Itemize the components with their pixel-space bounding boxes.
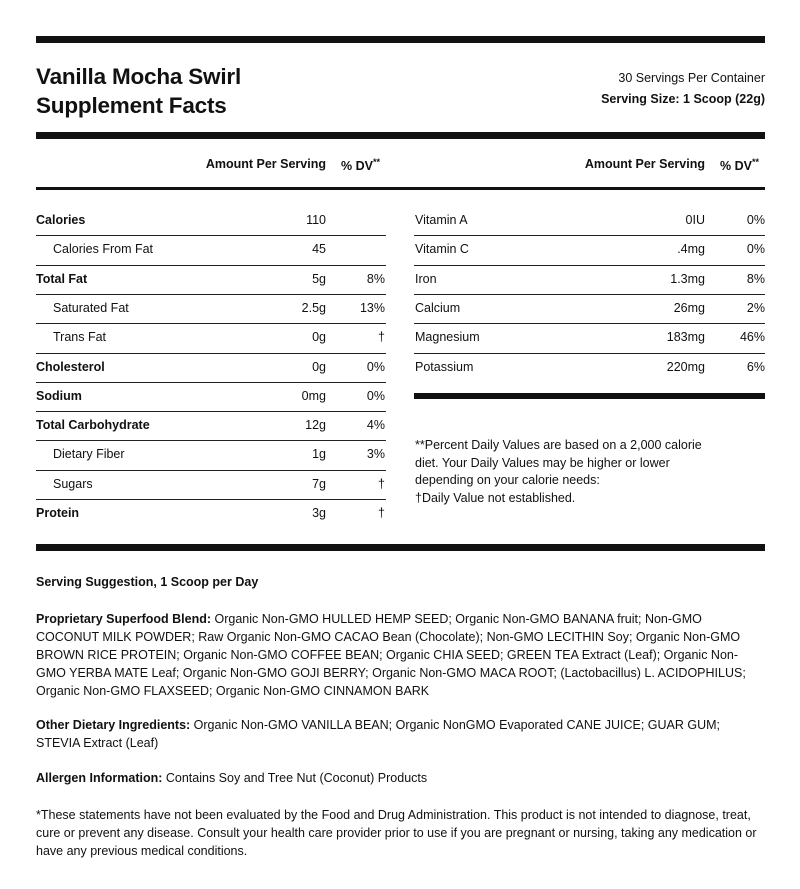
page-title [36, 62, 241, 120]
nutrient-amount: 7g [312, 476, 326, 491]
other-ingredients [36, 716, 766, 752]
row-divider [414, 294, 765, 295]
right-dv-header: % DV** [720, 157, 759, 174]
nutrient-dv: 13% [359, 300, 385, 315]
nutrient-name: Magnesium [415, 330, 480, 345]
blend-text: Organic Non-GMO HULLED HEMP SEED; Organic Non-GMO BANANA fruit; Non-GMO COCONUT MILK POWDER; Raw Organic Non-GMO CACAO Bean (Chocolate); Non-GMO LECITHIN Soy; Organic Non-GMO BROWN RICE PROTEIN; Organic Non-GMO COFFEE BEAN; Organic CHIA SEED; GREEN TEA Extract (Leaf); Organic Non-GMO YERBA MATE Leaf; Organic Non-GMO GOJI BERRY; Organic Non-GMO MACA ROOT; (Lactobacillus) L. ACIDOPHILUS; Organic Non-GMO FLAXSEED; Organic Non-GMO CINNAMON BARK [36, 612, 746, 698]
nutrient-name: Sugars [53, 476, 93, 491]
servings-per-container: 30 Servings Per Container [618, 71, 765, 85]
row-divider [414, 353, 765, 354]
allergen-text: Contains Soy and Tree Nut (Coconut) Products [162, 771, 428, 785]
nutrient-name: Saturated Fat [53, 300, 129, 315]
nutrient-dv: 4% [366, 418, 385, 433]
nutrient-dv: 8% [746, 271, 765, 286]
column-header-rule [36, 187, 765, 190]
row-divider [36, 440, 386, 441]
row-divider [36, 411, 386, 412]
nutrient-name: Calories [36, 213, 86, 227]
nutrient-name: Total Fat [36, 271, 88, 286]
nutrient-amount: 12g [305, 418, 326, 433]
nutrient-name: Potassium [415, 359, 474, 374]
nutrient-dv: 6% [746, 359, 765, 374]
nutrient-name: Trans Fat [53, 330, 107, 345]
serving-suggestion: Serving Suggestion, 1 Scoop per Day [36, 575, 259, 589]
row-divider [36, 353, 386, 354]
nutrient-name: Protein [36, 506, 80, 520]
allergen-information [36, 769, 766, 787]
right-table-bottom-rule [414, 393, 765, 399]
footnote-line: †Daily Value not established. [415, 490, 576, 505]
left-amount-header: Amount Per Serving [205, 157, 326, 171]
nutrient-name: Total Carbohydrate [36, 418, 150, 433]
fda-disclaimer: *These statements have not been evaluated by the Food and Drug Administration. This product is not intended to diagnose, treat, cure or prevent any disease. Consult your health care provider prior to use if you are pregnant or nursing, taking any medication or have any previous medical conditions. [36, 808, 757, 858]
left-dv-header: % DV** [341, 157, 380, 174]
nutrient-dv: 8% [366, 271, 385, 286]
nutrient-dv: 2% [746, 300, 765, 315]
nutrient-name: Iron [415, 271, 437, 286]
nutrient-dv: 3% [366, 447, 385, 462]
blend-label: Proprietary Superfood Blend: [36, 612, 212, 626]
nutrient-amount: 0IU [685, 213, 705, 227]
nutrient-amount: 220mg [666, 359, 705, 374]
row-divider [36, 235, 386, 236]
nutrient-amount: 0g [312, 330, 326, 345]
nutrient-amount: 1.3mg [670, 271, 705, 286]
row-divider [36, 499, 386, 500]
facts-title: Supplement Facts [36, 93, 227, 118]
nutrient-amount: 183mg [666, 330, 705, 345]
top-rule [36, 36, 765, 43]
nutrient-amount: .4mg [677, 242, 705, 257]
nutrient-amount: 2.5g [301, 300, 326, 315]
nutrient-name: Sodium [36, 388, 82, 403]
nutrient-amount: 26mg [673, 300, 705, 315]
header-rule [36, 132, 765, 139]
allergen-label: Allergen Information: [36, 771, 163, 785]
nutrient-dv: 0% [366, 359, 385, 374]
nutrient-dv: 0% [746, 242, 765, 257]
nutrient-amount: 5g [312, 271, 326, 286]
nutrient-dv: 0% [366, 388, 385, 403]
nutrient-dv: 0% [746, 213, 765, 227]
nutrient-dv: † [378, 476, 385, 491]
table-bottom-rule [36, 544, 765, 551]
footnote-line: diet. Your Daily Values may be higher or lower [415, 455, 670, 470]
nutrient-dv: † [378, 506, 385, 520]
row-divider [36, 294, 386, 295]
nutrient-amount: 110 [306, 213, 326, 227]
footnote-line: depending on your calorie needs: [415, 473, 600, 487]
daily-value-footnote [415, 437, 735, 507]
nutrient-name: Calories From Fat [53, 242, 154, 257]
nutrient-dv: 46% [739, 330, 765, 345]
row-divider [414, 235, 765, 236]
nutrient-name: Vitamin A [415, 213, 468, 227]
row-divider [36, 470, 386, 471]
row-divider [414, 265, 765, 266]
nutrient-amount: 45 [312, 242, 326, 257]
other-ingredients-text: Organic Non-GMO VANILLA BEAN; Organic NonGMO Evaporated CANE JUICE; GUAR GUM; STEVIA Extract (Leaf) [36, 718, 720, 750]
nutrient-amount: 0mg [301, 388, 326, 403]
row-divider [414, 323, 765, 324]
product-name: Vanilla Mocha Swirl [36, 64, 242, 89]
footnote-line: **Percent Daily Values are based on a 2,000 calorie [415, 438, 702, 452]
nutrient-name: Cholesterol [36, 359, 105, 374]
row-divider [36, 265, 386, 266]
other-ingredients-label: Other Dietary Ingredients: [36, 718, 191, 732]
row-divider [36, 323, 386, 324]
nutrient-amount: 3g [312, 506, 326, 520]
nutrient-amount: 1g [312, 447, 326, 462]
proprietary-blend [36, 610, 766, 700]
right-amount-header: Amount Per Serving [584, 157, 705, 171]
nutrient-name: Vitamin C [415, 242, 469, 257]
nutrient-amount: 0g [312, 359, 326, 374]
nutrient-name: Calcium [415, 300, 461, 315]
nutrient-dv: † [378, 330, 385, 345]
serving-size: Serving Size: 1 Scoop (22g) [601, 92, 765, 106]
nutrient-name: Dietary Fiber [53, 447, 125, 462]
row-divider [36, 382, 386, 383]
